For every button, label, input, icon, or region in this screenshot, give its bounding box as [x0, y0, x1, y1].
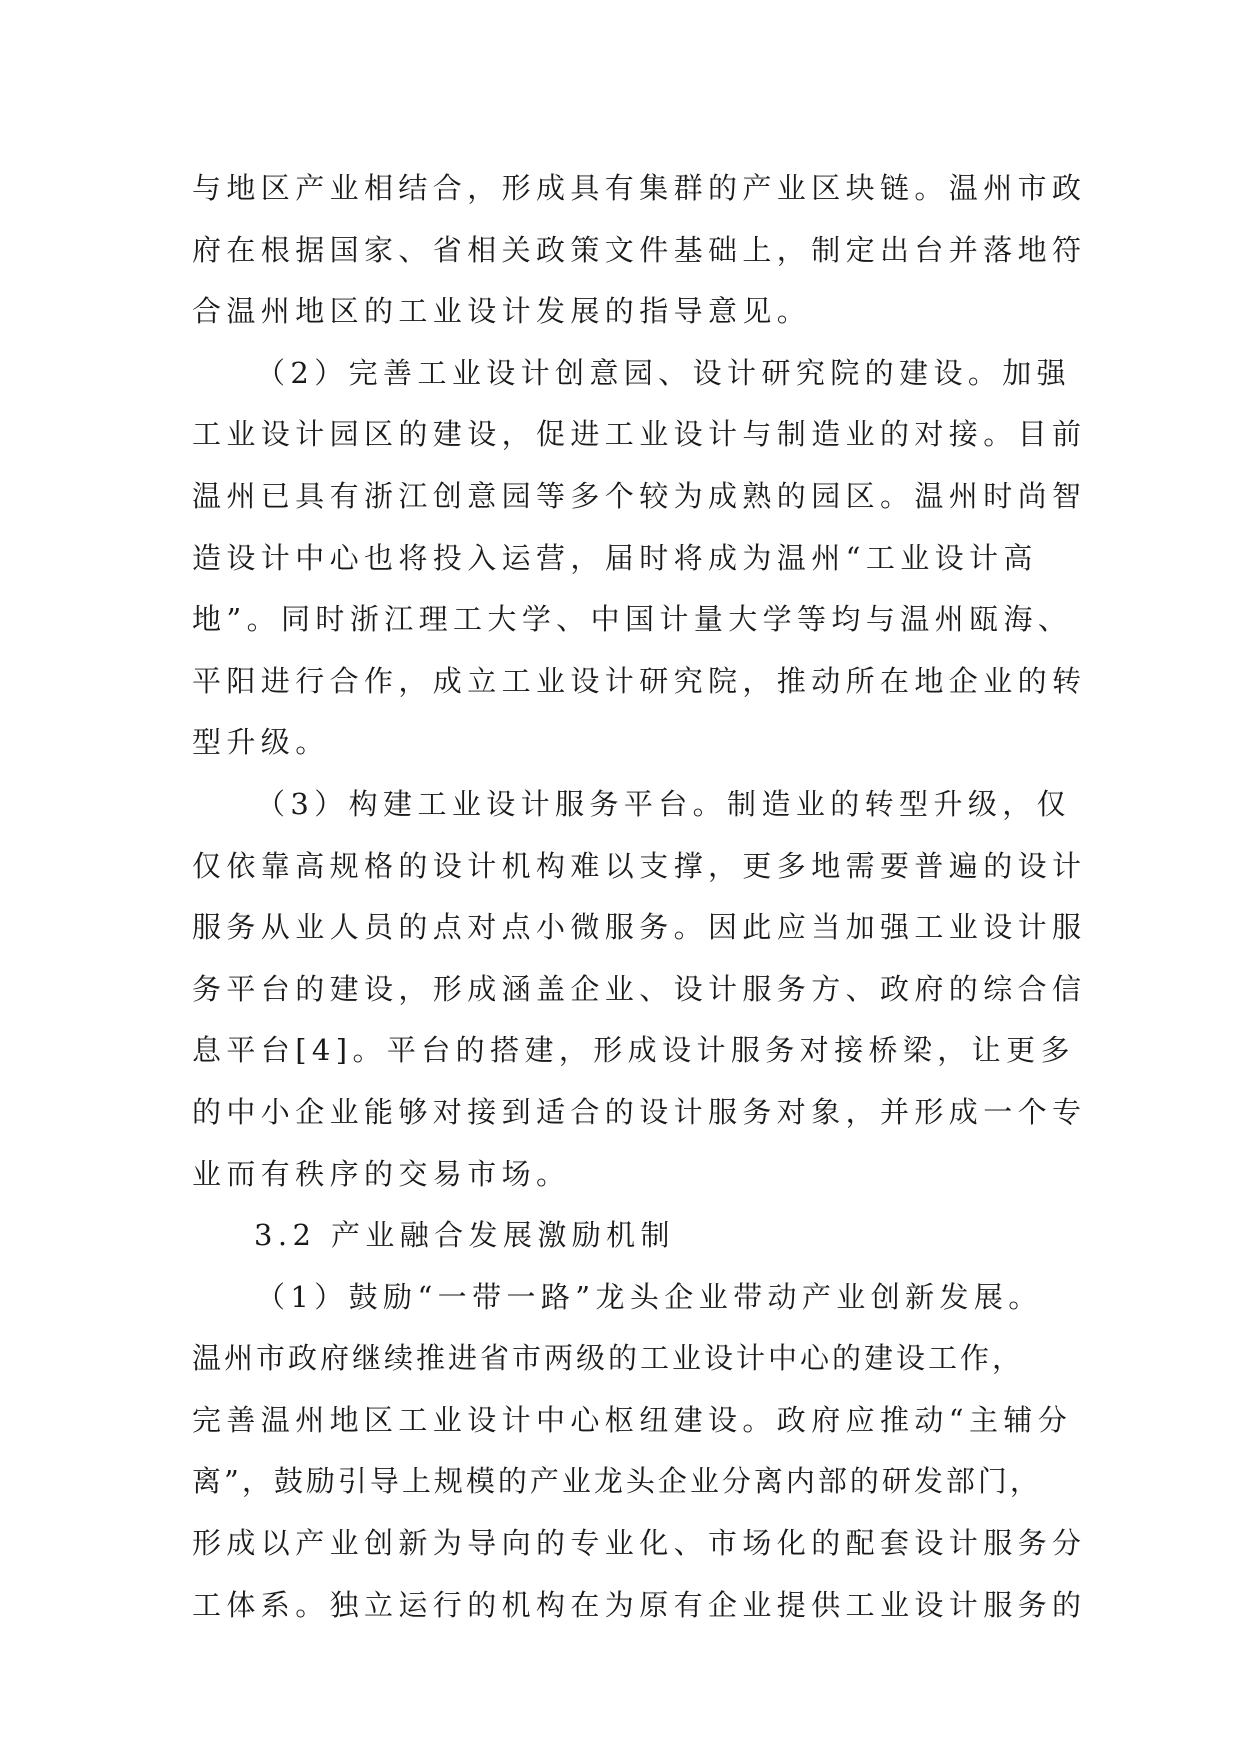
- text-line: 服务从业人员的点对点小微服务。因此应当加强工业设计服: [192, 910, 1087, 945]
- text-line: 的中小企业能够对接到适合的设计服务对象，并形成一个专: [192, 1094, 1087, 1129]
- text-line: 仅依靠高规格的设计机构难以支撑，更多地需要普遍的设计: [192, 848, 1087, 883]
- text-line: 业而有秩序的交易市场。: [192, 1156, 571, 1191]
- text-line: 与地区产业相结合，形成具有集群的产业区块链。温州市政: [192, 171, 1087, 205]
- text-line: 工业设计园区的建设，促进工业设计与制造业的对接。目前: [192, 417, 1087, 452]
- text-line: 温州已具有浙江创意园等多个较为成熟的园区。温州时尚智: [192, 478, 1087, 513]
- body-text: [192, 158, 1087, 1636]
- paragraph-start-line: （1）鼓励“一带一路”龙头企业带动产业创新发展。: [256, 1279, 1043, 1314]
- paragraph-start-line: （2）完善工业设计创意园、设计研究院的建设。加强: [256, 355, 1072, 390]
- section-heading: 3.2 产业融合发展激励机制: [254, 1218, 675, 1253]
- text-line: 府在根据国家、省相关政策文件基础上，制定出台并落地符: [192, 232, 1087, 267]
- text-line: 平阳进行合作，成立工业设计研究院，推动所在地企业的转: [192, 663, 1087, 698]
- text-line: 息平台[4]。平台的搭建，形成设计服务对接桥梁，让更多: [192, 1033, 1075, 1068]
- text-line: 形成以产业创新为导向的专业化、市场化的配套设计服务分: [192, 1526, 1087, 1561]
- paragraph-start-line: （3）构建工业设计服务平台。制造业的转型升级，仅: [256, 786, 1072, 821]
- text-line: 完善温州地区工业设计中心枢纽建设。政府应推动“主辅分: [192, 1402, 1073, 1437]
- text-line: 造设计中心也将投入运营，届时将成为温州“工业设计高: [192, 540, 1038, 575]
- text-line: 合温州地区的工业设计发展的指导意见。: [192, 294, 812, 329]
- text-line: 地”。同时浙江理工大学、中国计量大学等均与温州瓯海、: [192, 602, 1073, 637]
- text-line: 离”，鼓励引导上规模的产业龙头企业分离内部的研发部门，: [192, 1464, 1042, 1499]
- text-line: 温州市政府继续推进省市两级的工业设计中心的建设工作，: [192, 1341, 1025, 1376]
- text-line: 工体系。独立运行的机构在为原有企业提供工业设计服务的: [192, 1587, 1087, 1622]
- text-line: 型升级。: [192, 725, 330, 760]
- text-line: 务平台的建设，形成涵盖企业、设计服务方、政府的综合信: [192, 971, 1087, 1006]
